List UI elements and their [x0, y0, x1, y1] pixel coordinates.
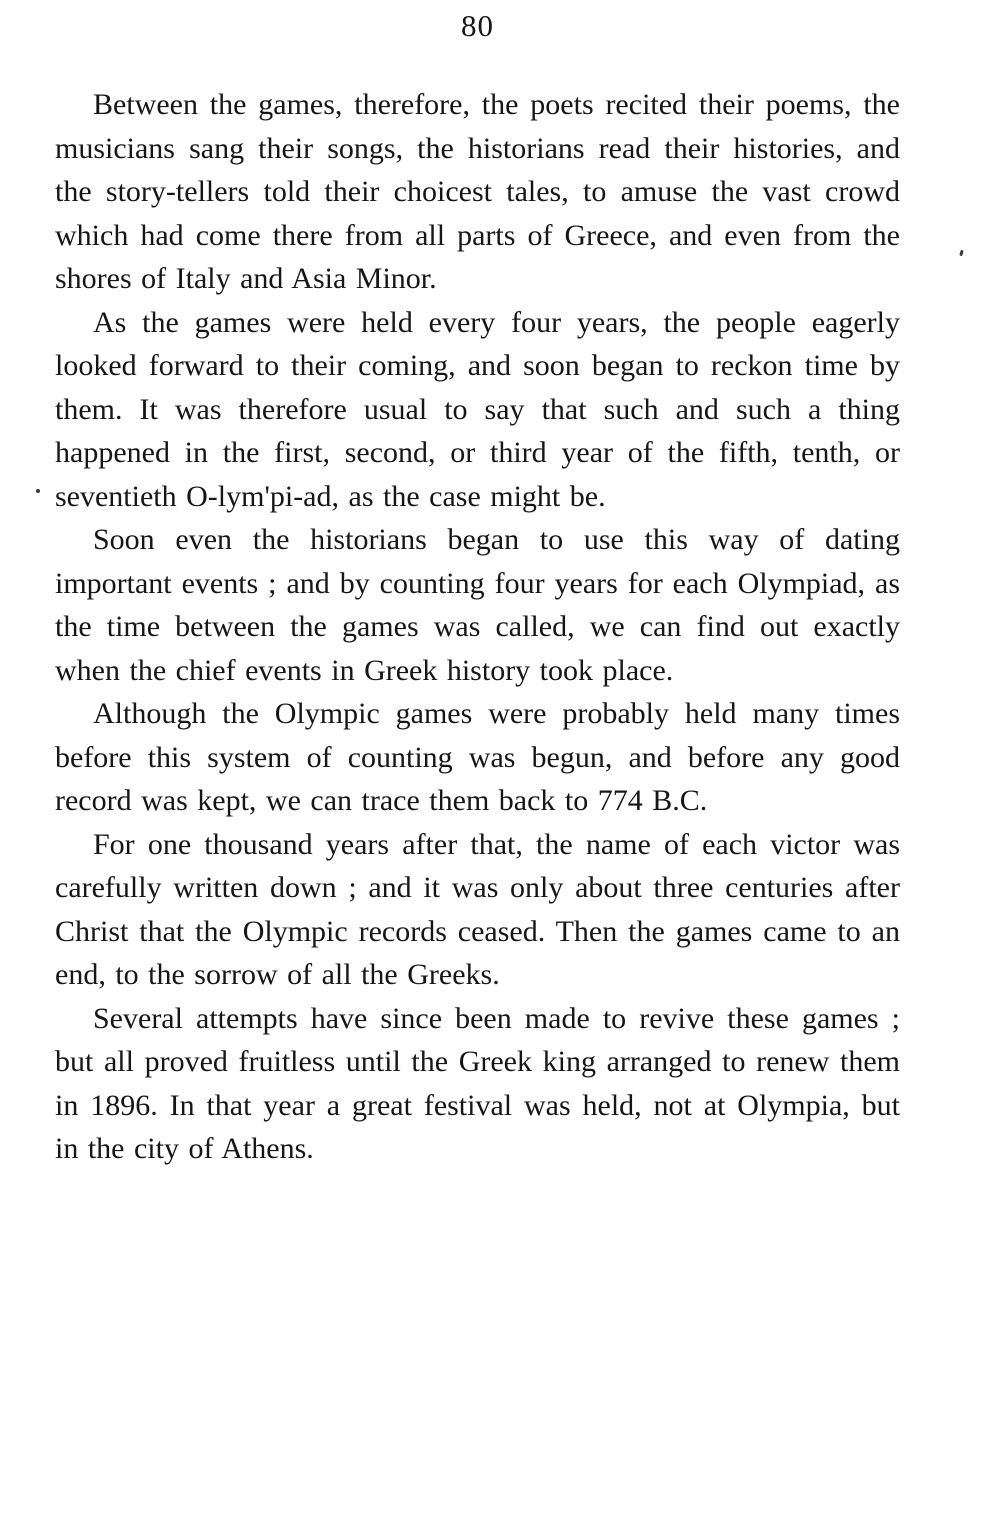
paragraph-historians-dating: Soon even the historians began to use this way of dating important events ; and by counting four years for each Olympiad, as the time between the games was called, we can find out exactly when the chief events in Greek history took place.: [55, 523, 900, 687]
page-number: 80: [461, 8, 494, 43]
paragraph-records-ceased: For one thousand years after that, the name of each victor was carefully written down ; and it was only about three centuries after Christ that the Olympic records ceased. Then the games came to an end, to the sorrow of all the Greeks.: [55, 827, 900, 991]
paragraph-revival-1896: Several attempts have since been made to revive these games ; but all proved fruitless until the Greek king arranged to renew them in 1896. In that year a great festival was held, not at Olympia, but in the city of Athens.: [55, 1001, 900, 1165]
page-text: [55, 83, 900, 1171]
scan-speck-icon: [959, 250, 963, 257]
paragraph-trace-back-774-bc: Although the Olympic games were probably held many times before this system of counting was begun, and before any good record was kept, we can trace them back to 774 B.C.: [55, 697, 900, 817]
scan-speck-icon: [36, 489, 40, 493]
paragraph-between-the-games: Between the games, therefore, the poets recited their poems, the musicians sang their songs, the historians read their histories, and the story-tellers told their choicest tales, to amuse the vast crowd which had come there from all parts of Greece, and even from the shores of Italy and Asia Minor.: [55, 88, 900, 295]
paragraph-games-every-four-years: As the games were held every four years, the people eagerly looked forward to their coming, and soon began to reckon time by them. It was therefore usual to say that such and such a thing happened in the first, second, or third year of the fifth, tenth, or seventieth O-lym'pi-ad, as the case might be.: [55, 305, 900, 513]
